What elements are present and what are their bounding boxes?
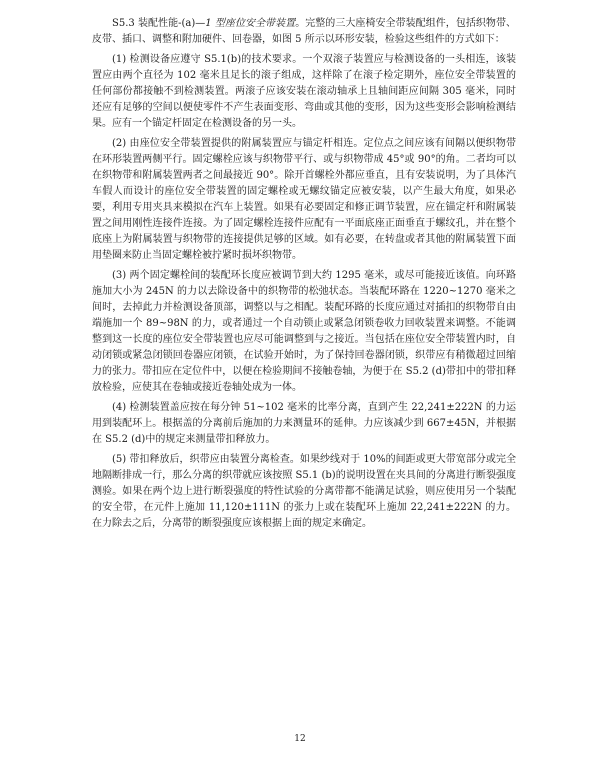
paragraph-1: (1) 检测设备应遵守 S5.1(b)的技术要求。一个双滚子装置应与检测设备的一头相连，该装置应由两个直径为 102 毫米且足长的滚子组成，这样除了在滚子检定期外，座位安全带装置的任何部份都接触不到检测装置。两滚子应该安装在滚动轴承上且轴间距应间隔 305 毫米，同时还应有足够的空间以便使零件不产生表面变形、弯曲或其他的变形，因为这些变形会影响检测结果。应有一个锚定杆固定在检测设备的另一头。: [92, 54, 516, 129]
paragraph-2: (2) 由座位安全带装置提供的附属装置应与锚定杆相连。定位点之间应该有间隔以便织物带在环形装置两侧平行。固定螺栓应该与织物带平行、或与织物带成 45°或 90°的角。二者均可以在织物带和附属装置两者之间最接近 90°。除开首螺栓外都应垂直，且有安装说明，为了具体汽车假人而设计的座位安全带装置的固定螺栓或无螺纹锚定应被安装，以产生最大角度，如果必要，利用专用夹具来模拟在汽车上装置。如果有必要固定和修正调节装置，应在锚定杆和附属装置之间用刚性连接件连接。为了固定螺栓连接件应配有一平面底座正面垂直于螺纹孔，并在整个底座上为附属装置与织物带的连接提供足够的区域。如有必要，在转盘或者其他的附属装置下面用垫圈来防止当固定螺栓被拧紧时损坏织物带。: [92, 138, 516, 261]
paragraph-4: (4) 检测装置盖应按在每分钟 51~102 毫米的比率分离，直到产生 22,241±222N 的力运用到装配环上。根据盖的分离前后施加的力来测量环的延伸。力应该减少到 667±45N，并根据在 S5.2 (d)中的规定来测量带扣释放力。: [92, 402, 516, 445]
paragraph-5: (5) 带扣释放后，织带应由装置分离检查。如果纱线对于 10%的间距或更大带宽部分或完全地隔断排成一行，那么分离的织带就应该按照 S5.1 (b)的说明设置在夹具间的分离进行断裂强度测验。如果在两个边上进行断裂强度的特性试验的分离带都不能满足试验，则应使用另一个装配的安全带，在元件上施加 11,120±111N 的张力上或在装配环上施加 22,241±222N 的力。在力除去之后，分离带的断裂强度应该根据上面的规定来确定。: [92, 454, 516, 529]
section-heading-italic: 1 型座位安全带装置: [205, 18, 296, 29]
section-heading-prefix: S5.3 装配性能-(a)—: [112, 18, 206, 29]
page-number: 12: [294, 734, 306, 744]
document-body: [92, 16, 516, 536]
section-intro-paragraph: [92, 16, 516, 48]
section-intro-text: 。完整的三大座椅安全带装配组件，包括织物带、皮带、插口、调整和附加硬件、回卷器，如图 5 所示以环形安装，检验这些组件的方式如下：: [92, 18, 517, 45]
paragraph-3: (3) 两个固定螺栓间的装配环长度应被调节到大约 1295 毫米，或尽可能接近该值。向环路施加大小为 245N 的力以去除设备中的织物带的松弛状态。当装配环路在 1220~1270 毫米之间时，去掉此力并检测设备顶部，调整以与之相配。装配环路的长度应通过对插扣的织物带自由端施加一个 89~98N 的力，或者通过一个自动锁止或紧急闭锁卷收力回收装置来调整。不能调整到这一长度的座位安全带装置也应尽可能调整到与之接近。当包括在座位安全带装置内时，自动闭锁或紧急闭锁回卷器应闭锁，在试验开始时，为了保持回卷器闭锁，织带应有稍微超过回缩力的张力。带扣应在定位件中，以便在检验期间不接触卷轴，为便于在 S5.2 (d)带扣中的带扣释放检验，应使其在卷轴或接近卷轴处成为一体。: [92, 270, 516, 393]
